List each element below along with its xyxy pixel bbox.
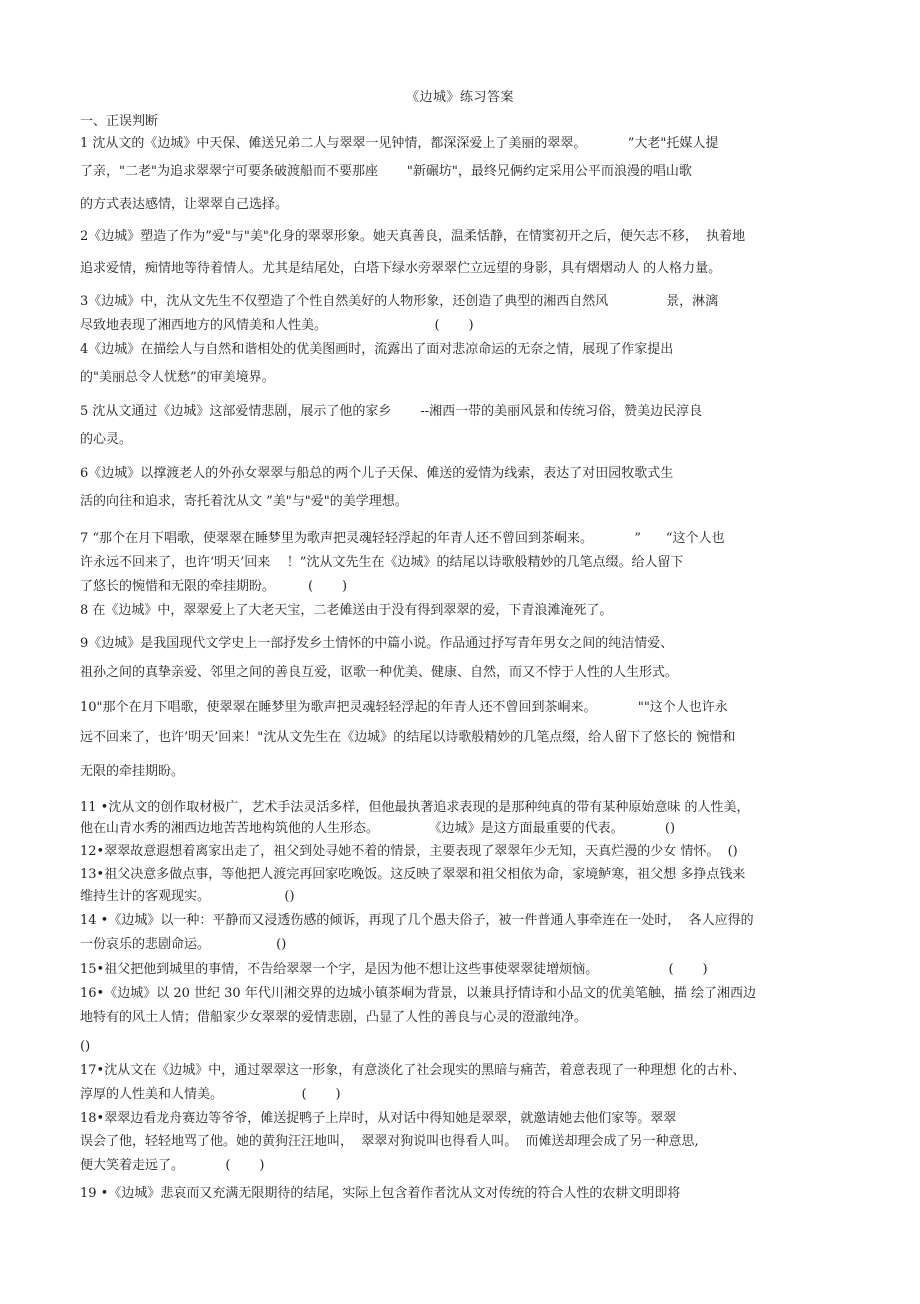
text-line: 追求爱情，痴情地等待着情人。尤其是结尾处，白塔下绿水旁翠翠伫立远望的身影，具有熠熠动人 的人格力量。 <box>80 261 722 276</box>
text-line: 远不回来了，也许’明天’回来！"沈从文先生在《边城》的结尾以诗歌般精妙的几笔点缀，给人留下了悠长的 惋惜和 <box>80 730 736 745</box>
text-line: 7 “那个在月下唱歌，使翠翠在睡梦里为歌声把灵魂轻轻浮起的年青人还不曾回到茶峒来。 ” “这个人也 <box>80 531 725 546</box>
text-line: 维持生计的客观现实。 () <box>80 889 295 904</box>
text-line: 2《边城》塑造了作为”爱"与"美"化身的翠翠形象。她天真善良，温柔恬静，在情窦初开之后，便矢志不移， 执着地 <box>80 229 746 244</box>
text-line: 9《边城》是我国现代文学史上一部抒发乡土情怀的中篇小说。作品通过抒写青年男女之间的纯洁情爱、 <box>80 636 674 651</box>
text-line: 18•翠翠边看龙舟赛边等爷爷，傩送捉鸭子上岸时，从对话中得知她是翠翠，就邀请她去他们家等。翠翠 <box>80 1111 677 1126</box>
text-line: 便大笑着走远了。 ( ) <box>80 1158 265 1173</box>
text-line: 地特有的风土人情；借船家少女翠翠的爱情悲剧，凸显了人性的善良与心灵的澄澈纯净。 <box>80 1010 588 1025</box>
text-line: 活的向往和追求，寄托着沈从文 ”美"与"爱"的美学理想。 <box>80 494 408 509</box>
text-line: 祖孙之间的真挚亲爱、邻里之间的善良互爱，讴歌一种优美、健康、自然，而又不悖于人性的人生形式。 <box>80 665 679 680</box>
text-line: 8 在《边城》中，翠翠爱上了大老天宝，二老傩送由于没有得到翠翠的爱，下青浪滩淹死了。 <box>80 603 613 618</box>
text-line: 许永远不回来了，也许‘明天’回来 ！”沈从文先生在《边城》的结尾以诗歌般精妙的几笔点缀。给人留下 <box>80 555 684 570</box>
text-line: 14 •《边城》以一种：平静而又浸透伤感的倾诉，再现了几个愚夫俗子，被一件普通人事牵连在一处时， 各人应得的 <box>80 913 754 928</box>
text-line: 13•祖父决意多做点事，等他把人渡完再回家吃晚饭。这反映了翠翠和祖父相依为命，家境鲈寒，祖父想 多挣点钱来 <box>80 867 746 882</box>
text-line: 的方式表达感情，让翠翠自己选择。 <box>80 197 289 212</box>
text-line: 尽致地表现了湘西地方的风情美和人性美。 ( ) <box>80 318 474 333</box>
text-line: 6《边城》以撑渡老人的外孙女翠翠与船总的两个儿子天保、傩送的爱情为线索，表达了对田园牧歌式生 <box>80 466 674 481</box>
text-line: 16•《边城》以 20 世纪 30 年代川湘交界的边城小镇茶峒为背景，以兼具抒情诗和小品文的优美笔触，描 绘了湘西边 <box>80 986 756 1001</box>
text-line: 5 沈从文通过《边城》这部爱情悲剧，展示了他的家乡 --湘西一带的美丽风景和传统习俗，赞美边民淳良 <box>80 404 703 419</box>
text-line: 无限的牵挂期盼。 <box>80 764 185 779</box>
text-line: 的"美丽总令人忧愁”的审美境界。 <box>80 370 275 385</box>
text-line: 1 沈从文的《边城》中天保、傩送兄弟二人与翠翠一见钟情，都深深爱上了美丽的翠翠。 ”大老"托媒人提 <box>80 136 719 151</box>
text-line: 误会了他，轻轻地骂了他。她的黄狗汪汪地叫， 翠翠对狗说叫也得看人叫。 而傩送却理会成了另一种意思, <box>80 1134 699 1149</box>
text-line: 的心灵。 <box>80 432 133 447</box>
text-line: 10"那个在月下唱歌，使翠翠在睡梦里为歌声把灵魂轻轻浮起的年青人还不曾回到茶峒来。 ""这个人也许永 <box>80 700 728 715</box>
text-line: 一份哀乐的悲剧命运。 () <box>80 937 287 952</box>
page-title: 《边城》练习答案 <box>405 90 514 105</box>
text-line: 11 •沈从文的创作取材极广，艺术手法灵活多样，但他最执著追求表现的是那种纯真的带有某种原始意味 的人性美， <box>80 800 750 815</box>
text-line: 3《边城》中，沈从文先生不仅塑造了个性自然美好的人物形象，还创造了典型的湘西自然风 景，淋漓 <box>80 294 719 309</box>
text-line: 他在山青水秀的湘西边地苦苦地构筑他的人生形态。 《边城》是这方面最重要的代表。 () <box>80 821 676 836</box>
text-line: 19 •《边城》悲哀而又充满无限期待的结尾，实际上包含着作者沈从文对传统的符合人性的农耕文明即将 <box>80 1186 681 1201</box>
section-heading: 一、正误判断 <box>80 114 159 129</box>
text-line: 淳厚的人性美和人情美。 ( ) <box>80 1087 341 1102</box>
text-line: 17•沈从文在《边城》中，通过翠翠这一形象，有意淡化了社会现实的黑暗与痛苦，着意表现了一种理想 化的古朴、 <box>80 1063 746 1078</box>
text-line: 了悠长的惋惜和无限的牵挂期盼。 ( ) <box>80 579 348 594</box>
text-line: 4《边城》在描绘人与自然和谐相处的优美图画时，流露出了面对悲凉命运的无奈之情，展现了作家提出 <box>80 342 674 357</box>
text-line: 15•祖父把他到城里的事情，不告给翠翠一个字，是因为他不想让这些事使翠翠徒增烦恼。 ( ) <box>80 962 708 977</box>
text-line: () <box>80 1039 91 1054</box>
text-line: 了亲，"二老"为追求翠翠宁可要条破渡船而不要那座 "新碾坊"，最终兄俩约定采用公平而浪漫的唱山歌 <box>80 164 692 179</box>
text-line: 12•翠翠故意遐想着离家出走了，祖父到处寻她不着的情景，主要表现了翠翠年少无知，天真烂漫的少女 情怀。 () <box>80 844 738 859</box>
